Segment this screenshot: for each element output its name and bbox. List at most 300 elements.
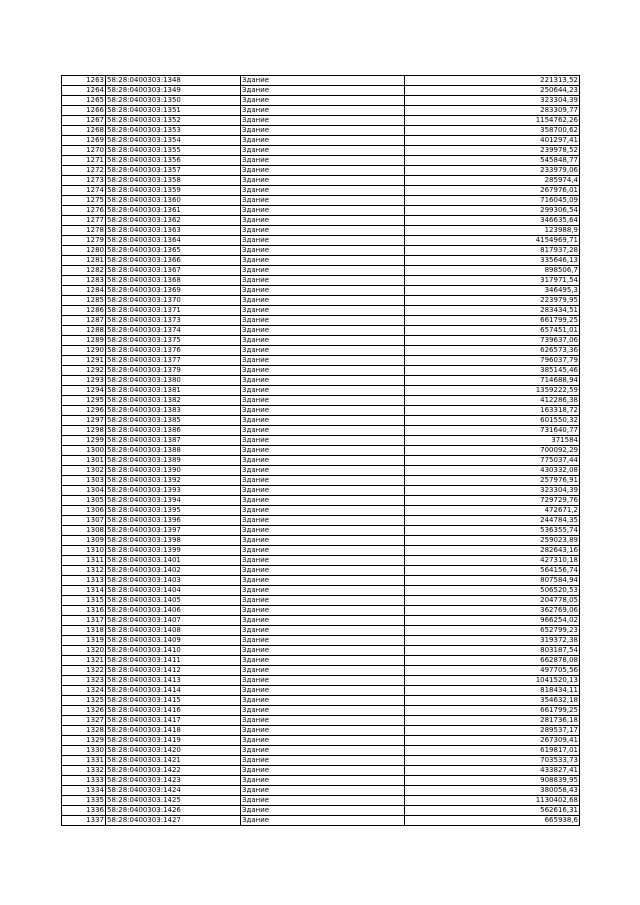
row-number: 1289 xyxy=(62,336,106,346)
cadastral-number: 58:28:0400303:1417 xyxy=(106,716,241,726)
cadastral-number: 58:28:0400303:1370 xyxy=(106,296,241,306)
cadastral-number: 58:28:0400303:1364 xyxy=(106,236,241,246)
cadastral-value: 250644,23 xyxy=(405,86,580,96)
table-row xyxy=(62,366,580,376)
row-number: 1300 xyxy=(62,446,106,456)
table-row xyxy=(62,416,580,426)
row-number: 1305 xyxy=(62,496,106,506)
table-row xyxy=(62,266,580,276)
cadastral-value: 1041520,13 xyxy=(405,676,580,686)
table-row xyxy=(62,596,580,606)
cadastral-number: 58:28:0400303:1401 xyxy=(106,556,241,566)
row-number: 1277 xyxy=(62,216,106,226)
cadastral-value: 716045,09 xyxy=(405,196,580,206)
cadastral-number: 58:28:0400303:1375 xyxy=(106,336,241,346)
cadastral-value: 335646,13 xyxy=(405,256,580,266)
cadastral-value: 430332,08 xyxy=(405,466,580,476)
row-number: 1273 xyxy=(62,176,106,186)
table-row xyxy=(62,96,580,106)
table-row xyxy=(62,526,580,536)
object-type: Здание xyxy=(241,576,405,586)
row-number: 1278 xyxy=(62,226,106,236)
table-row xyxy=(62,446,580,456)
cadastral-number: 58:28:0400303:1371 xyxy=(106,306,241,316)
table-row xyxy=(62,216,580,226)
row-number: 1285 xyxy=(62,296,106,306)
object-type: Здание xyxy=(241,76,405,86)
cadastral-number: 58:28:0400303:1387 xyxy=(106,436,241,446)
row-number: 1267 xyxy=(62,116,106,126)
row-number: 1325 xyxy=(62,696,106,706)
row-number: 1332 xyxy=(62,766,106,776)
table-row xyxy=(62,226,580,236)
object-type: Здание xyxy=(241,496,405,506)
row-number: 1302 xyxy=(62,466,106,476)
row-number: 1319 xyxy=(62,636,106,646)
row-number: 1323 xyxy=(62,676,106,686)
cadastral-value: 497705,56 xyxy=(405,666,580,676)
object-type: Здание xyxy=(241,266,405,276)
row-number: 1312 xyxy=(62,566,106,576)
cadastral-value: 323304,39 xyxy=(405,486,580,496)
table-row xyxy=(62,516,580,526)
cadastral-value: 626573,36 xyxy=(405,346,580,356)
cadastral-value: 281736,18 xyxy=(405,716,580,726)
cadastral-number: 58:28:0400303:1386 xyxy=(106,426,241,436)
object-type: Здание xyxy=(241,566,405,576)
cadastral-value: 703533,73 xyxy=(405,756,580,766)
table-row xyxy=(62,646,580,656)
table-row xyxy=(62,696,580,706)
cadastral-value: 796037,79 xyxy=(405,356,580,366)
table-row xyxy=(62,426,580,436)
cadastral-value: 282643,16 xyxy=(405,546,580,556)
table-row xyxy=(62,626,580,636)
row-number: 1284 xyxy=(62,286,106,296)
table-row xyxy=(62,686,580,696)
object-type: Здание xyxy=(241,246,405,256)
row-number: 1291 xyxy=(62,356,106,366)
row-number: 1315 xyxy=(62,596,106,606)
table-row xyxy=(62,506,580,516)
cadastral-number: 58:28:0400303:1420 xyxy=(106,746,241,756)
object-type: Здание xyxy=(241,356,405,366)
cadastral-value: 257976,91 xyxy=(405,476,580,486)
table-row xyxy=(62,196,580,206)
cadastral-number: 58:28:0400303:1365 xyxy=(106,246,241,256)
cadastral-value: 619817,01 xyxy=(405,746,580,756)
cadastral-value: 354632,18 xyxy=(405,696,580,706)
object-type: Здание xyxy=(241,306,405,316)
object-type: Здание xyxy=(241,96,405,106)
cadastral-number: 58:28:0400303:1352 xyxy=(106,116,241,126)
cadastral-value: 803187,54 xyxy=(405,646,580,656)
object-type: Здание xyxy=(241,516,405,526)
object-type: Здание xyxy=(241,346,405,356)
object-type: Здание xyxy=(241,186,405,196)
cadastral-value: 283309,77 xyxy=(405,106,580,116)
cadastral-number: 58:28:0400303:1423 xyxy=(106,776,241,786)
object-type: Здание xyxy=(241,796,405,806)
cadastral-number: 58:28:0400303:1374 xyxy=(106,326,241,336)
cadastral-value: 380058,43 xyxy=(405,786,580,796)
row-number: 1326 xyxy=(62,706,106,716)
cadastral-number: 58:28:0400303:1406 xyxy=(106,606,241,616)
cadastral-number: 58:28:0400303:1366 xyxy=(106,256,241,266)
cadastral-value: 433827,41 xyxy=(405,766,580,776)
object-type: Здание xyxy=(241,296,405,306)
object-type: Здание xyxy=(241,256,405,266)
cadastral-value: 506520,53 xyxy=(405,586,580,596)
cadastral-number: 58:28:0400303:1379 xyxy=(106,366,241,376)
row-number: 1295 xyxy=(62,396,106,406)
table-row xyxy=(62,666,580,676)
table-row xyxy=(62,546,580,556)
table-row xyxy=(62,396,580,406)
object-type: Здание xyxy=(241,536,405,546)
cadastral-number: 58:28:0400303:1349 xyxy=(106,86,241,96)
cadastral-value: 239978,52 xyxy=(405,146,580,156)
row-number: 1316 xyxy=(62,606,106,616)
object-type: Здание xyxy=(241,236,405,246)
cadastral-value: 259023,89 xyxy=(405,536,580,546)
cadastral-value: 244784,35 xyxy=(405,516,580,526)
cadastral-number: 58:28:0400303:1395 xyxy=(106,506,241,516)
table-row xyxy=(62,136,580,146)
cadastral-number: 58:28:0400303:1411 xyxy=(106,656,241,666)
cadastral-number: 58:28:0400303:1427 xyxy=(106,816,241,826)
row-number: 1307 xyxy=(62,516,106,526)
cadastral-value: 1154762,26 xyxy=(405,116,580,126)
row-number: 1304 xyxy=(62,486,106,496)
object-type: Здание xyxy=(241,206,405,216)
table-row xyxy=(62,536,580,546)
object-type: Здание xyxy=(241,546,405,556)
cadastral-number: 58:28:0400303:1418 xyxy=(106,726,241,736)
cadastral-number: 58:28:0400303:1402 xyxy=(106,566,241,576)
row-number: 1296 xyxy=(62,406,106,416)
table-row xyxy=(62,576,580,586)
object-type: Здание xyxy=(241,146,405,156)
cadastral-number: 58:28:0400303:1424 xyxy=(106,786,241,796)
object-type: Здание xyxy=(241,156,405,166)
row-number: 1288 xyxy=(62,326,106,336)
table-row xyxy=(62,476,580,486)
cadastral-value: 223979,95 xyxy=(405,296,580,306)
cadastral-value: 908839,95 xyxy=(405,776,580,786)
cadastral-number: 58:28:0400303:1388 xyxy=(106,446,241,456)
cadastral-value: 564156,74 xyxy=(405,566,580,576)
table-row xyxy=(62,86,580,96)
object-type: Здание xyxy=(241,126,405,136)
table-row xyxy=(62,156,580,166)
row-number: 1317 xyxy=(62,616,106,626)
cadastral-number: 58:28:0400303:1421 xyxy=(106,756,241,766)
row-number: 1274 xyxy=(62,186,106,196)
cadastral-value: 283434,51 xyxy=(405,306,580,316)
table-row xyxy=(62,766,580,776)
row-number: 1306 xyxy=(62,506,106,516)
cadastral-number: 58:28:0400303:1422 xyxy=(106,766,241,776)
cadastral-value: 358700,62 xyxy=(405,126,580,136)
cadastral-value: 346495,3 xyxy=(405,286,580,296)
row-number: 1314 xyxy=(62,586,106,596)
row-number: 1263 xyxy=(62,76,106,86)
row-number: 1279 xyxy=(62,236,106,246)
object-type: Здание xyxy=(241,476,405,486)
row-number: 1276 xyxy=(62,206,106,216)
row-number: 1329 xyxy=(62,736,106,746)
table-row xyxy=(62,306,580,316)
cadastral-value: 601550,32 xyxy=(405,416,580,426)
cadastral-value: 807584,94 xyxy=(405,576,580,586)
cadastral-number: 58:28:0400303:1358 xyxy=(106,176,241,186)
object-type: Здание xyxy=(241,646,405,656)
cadastral-value: 267976,01 xyxy=(405,186,580,196)
row-number: 1330 xyxy=(62,746,106,756)
table-row xyxy=(62,146,580,156)
cadastral-number: 58:28:0400303:1376 xyxy=(106,346,241,356)
table-row xyxy=(62,246,580,256)
row-number: 1334 xyxy=(62,786,106,796)
cadastral-number: 58:28:0400303:1413 xyxy=(106,676,241,686)
object-type: Здание xyxy=(241,426,405,436)
cadastral-number: 58:28:0400303:1373 xyxy=(106,316,241,326)
table-row xyxy=(62,806,580,816)
table-row xyxy=(62,486,580,496)
cadastral-value: 427310,18 xyxy=(405,556,580,566)
object-type: Здание xyxy=(241,596,405,606)
row-number: 1292 xyxy=(62,366,106,376)
cadastral-number: 58:28:0400303:1394 xyxy=(106,496,241,506)
cadastral-value: 472671,2 xyxy=(405,506,580,516)
table-row xyxy=(62,796,580,806)
cadastral-number: 58:28:0400303:1398 xyxy=(106,536,241,546)
cadastral-number: 58:28:0400303:1410 xyxy=(106,646,241,656)
table-row xyxy=(62,76,580,86)
cadastral-value: 731640,77 xyxy=(405,426,580,436)
table-row xyxy=(62,406,580,416)
object-type: Здание xyxy=(241,166,405,176)
cadastral-value: 700092,29 xyxy=(405,446,580,456)
table-row xyxy=(62,126,580,136)
row-number: 1298 xyxy=(62,426,106,436)
object-type: Здание xyxy=(241,526,405,536)
row-number: 1299 xyxy=(62,436,106,446)
object-type: Здание xyxy=(241,726,405,736)
cadastral-value: 289537,17 xyxy=(405,726,580,736)
cadastral-number: 58:28:0400303:1409 xyxy=(106,636,241,646)
cadastral-number: 58:28:0400303:1356 xyxy=(106,156,241,166)
object-type: Здание xyxy=(241,466,405,476)
row-number: 1324 xyxy=(62,686,106,696)
table-row xyxy=(62,456,580,466)
cadastral-value: 661799,25 xyxy=(405,316,580,326)
object-type: Здание xyxy=(241,486,405,496)
cadastral-value: 362769,06 xyxy=(405,606,580,616)
row-number: 1335 xyxy=(62,796,106,806)
table-row xyxy=(62,236,580,246)
cadastral-value: 4154969,71 xyxy=(405,236,580,246)
table-row xyxy=(62,776,580,786)
cadastral-number: 58:28:0400303:1369 xyxy=(106,286,241,296)
object-type: Здание xyxy=(241,136,405,146)
row-number: 1287 xyxy=(62,316,106,326)
cadastral-number: 58:28:0400303:1348 xyxy=(106,76,241,86)
row-number: 1331 xyxy=(62,756,106,766)
cadastral-value: 665938,6 xyxy=(405,816,580,826)
row-number: 1337 xyxy=(62,816,106,826)
cadastral-number: 58:28:0400303:1381 xyxy=(106,386,241,396)
row-number: 1303 xyxy=(62,476,106,486)
cadastral-number: 58:28:0400303:1350 xyxy=(106,96,241,106)
row-number: 1283 xyxy=(62,276,106,286)
table-row xyxy=(62,496,580,506)
table-row xyxy=(62,706,580,716)
cadastral-number: 58:28:0400303:1393 xyxy=(106,486,241,496)
cadastral-number: 58:28:0400303:1357 xyxy=(106,166,241,176)
object-type: Здание xyxy=(241,366,405,376)
cadastral-number: 58:28:0400303:1397 xyxy=(106,526,241,536)
cadastral-value-table xyxy=(61,75,580,826)
table-body xyxy=(62,76,580,826)
object-type: Здание xyxy=(241,396,405,406)
cadastral-value: 818434,11 xyxy=(405,686,580,696)
cadastral-number: 58:28:0400303:1390 xyxy=(106,466,241,476)
row-number: 1297 xyxy=(62,416,106,426)
cadastral-number: 58:28:0400303:1407 xyxy=(106,616,241,626)
table-row xyxy=(62,376,580,386)
object-type: Здание xyxy=(241,436,405,446)
cadastral-value: 545848,77 xyxy=(405,156,580,166)
object-type: Здание xyxy=(241,806,405,816)
table-row xyxy=(62,786,580,796)
row-number: 1290 xyxy=(62,346,106,356)
cadastral-value: 163318,72 xyxy=(405,406,580,416)
cadastral-number: 58:28:0400303:1414 xyxy=(106,686,241,696)
table-row xyxy=(62,176,580,186)
cadastral-value: 1130402,68 xyxy=(405,796,580,806)
cadastral-value: 323304,39 xyxy=(405,96,580,106)
row-number: 1272 xyxy=(62,166,106,176)
cadastral-value: 204778,05 xyxy=(405,596,580,606)
object-type: Здание xyxy=(241,766,405,776)
table-row xyxy=(62,606,580,616)
cadastral-value: 346635,64 xyxy=(405,216,580,226)
cadastral-number: 58:28:0400303:1389 xyxy=(106,456,241,466)
row-number: 1318 xyxy=(62,626,106,636)
object-type: Здание xyxy=(241,216,405,226)
cadastral-number: 58:28:0400303:1392 xyxy=(106,476,241,486)
row-number: 1336 xyxy=(62,806,106,816)
table-row xyxy=(62,676,580,686)
object-type: Здание xyxy=(241,816,405,826)
row-number: 1280 xyxy=(62,246,106,256)
row-number: 1309 xyxy=(62,536,106,546)
object-type: Здание xyxy=(241,626,405,636)
table-row xyxy=(62,206,580,216)
cadastral-number: 58:28:0400303:1362 xyxy=(106,216,241,226)
table-row xyxy=(62,466,580,476)
object-type: Здание xyxy=(241,636,405,646)
cadastral-value: 739637,06 xyxy=(405,336,580,346)
object-type: Здание xyxy=(241,586,405,596)
cadastral-number: 58:28:0400303:1383 xyxy=(106,406,241,416)
table-row xyxy=(62,636,580,646)
object-type: Здание xyxy=(241,376,405,386)
table-row xyxy=(62,186,580,196)
object-type: Здание xyxy=(241,416,405,426)
object-type: Здание xyxy=(241,316,405,326)
table-row xyxy=(62,736,580,746)
cadastral-number: 58:28:0400303:1361 xyxy=(106,206,241,216)
object-type: Здание xyxy=(241,456,405,466)
object-type: Здание xyxy=(241,446,405,456)
object-type: Здание xyxy=(241,716,405,726)
cadastral-number: 58:28:0400303:1408 xyxy=(106,626,241,636)
row-number: 1271 xyxy=(62,156,106,166)
object-type: Здание xyxy=(241,556,405,566)
row-number: 1286 xyxy=(62,306,106,316)
table-row xyxy=(62,296,580,306)
object-type: Здание xyxy=(241,406,405,416)
cadastral-value: 562616,31 xyxy=(405,806,580,816)
cadastral-number: 58:28:0400303:1415 xyxy=(106,696,241,706)
cadastral-number: 58:28:0400303:1380 xyxy=(106,376,241,386)
cadastral-value: 729729,76 xyxy=(405,496,580,506)
cadastral-value: 657451,01 xyxy=(405,326,580,336)
table-row xyxy=(62,616,580,626)
object-type: Здание xyxy=(241,666,405,676)
cadastral-value: 966254,02 xyxy=(405,616,580,626)
row-number: 1322 xyxy=(62,666,106,676)
cadastral-number: 58:28:0400303:1355 xyxy=(106,146,241,156)
cadastral-number: 58:28:0400303:1351 xyxy=(106,106,241,116)
cadastral-number: 58:28:0400303:1360 xyxy=(106,196,241,206)
cadastral-value: 371584 xyxy=(405,436,580,446)
row-number: 1266 xyxy=(62,106,106,116)
cadastral-value: 1359222,59 xyxy=(405,386,580,396)
cadastral-number: 58:28:0400303:1396 xyxy=(106,516,241,526)
cadastral-value: 401297,41 xyxy=(405,136,580,146)
table-row xyxy=(62,336,580,346)
cadastral-number: 58:28:0400303:1425 xyxy=(106,796,241,806)
table-row xyxy=(62,716,580,726)
object-type: Здание xyxy=(241,676,405,686)
row-number: 1321 xyxy=(62,656,106,666)
object-type: Здание xyxy=(241,226,405,236)
cadastral-value: 661799,25 xyxy=(405,706,580,716)
cadastral-number: 58:28:0400303:1426 xyxy=(106,806,241,816)
cadastral-value: 775037,44 xyxy=(405,456,580,466)
cadastral-number: 58:28:0400303:1412 xyxy=(106,666,241,676)
object-type: Здание xyxy=(241,286,405,296)
row-number: 1282 xyxy=(62,266,106,276)
row-number: 1301 xyxy=(62,456,106,466)
object-type: Здание xyxy=(241,776,405,786)
cadastral-number: 58:28:0400303:1368 xyxy=(106,276,241,286)
object-type: Здание xyxy=(241,606,405,616)
object-type: Здание xyxy=(241,386,405,396)
cadastral-number: 58:28:0400303:1363 xyxy=(106,226,241,236)
row-number: 1268 xyxy=(62,126,106,136)
row-number: 1270 xyxy=(62,146,106,156)
object-type: Здание xyxy=(241,196,405,206)
table-row xyxy=(62,726,580,736)
row-number: 1275 xyxy=(62,196,106,206)
cadastral-value: 385145,46 xyxy=(405,366,580,376)
object-type: Здание xyxy=(241,336,405,346)
